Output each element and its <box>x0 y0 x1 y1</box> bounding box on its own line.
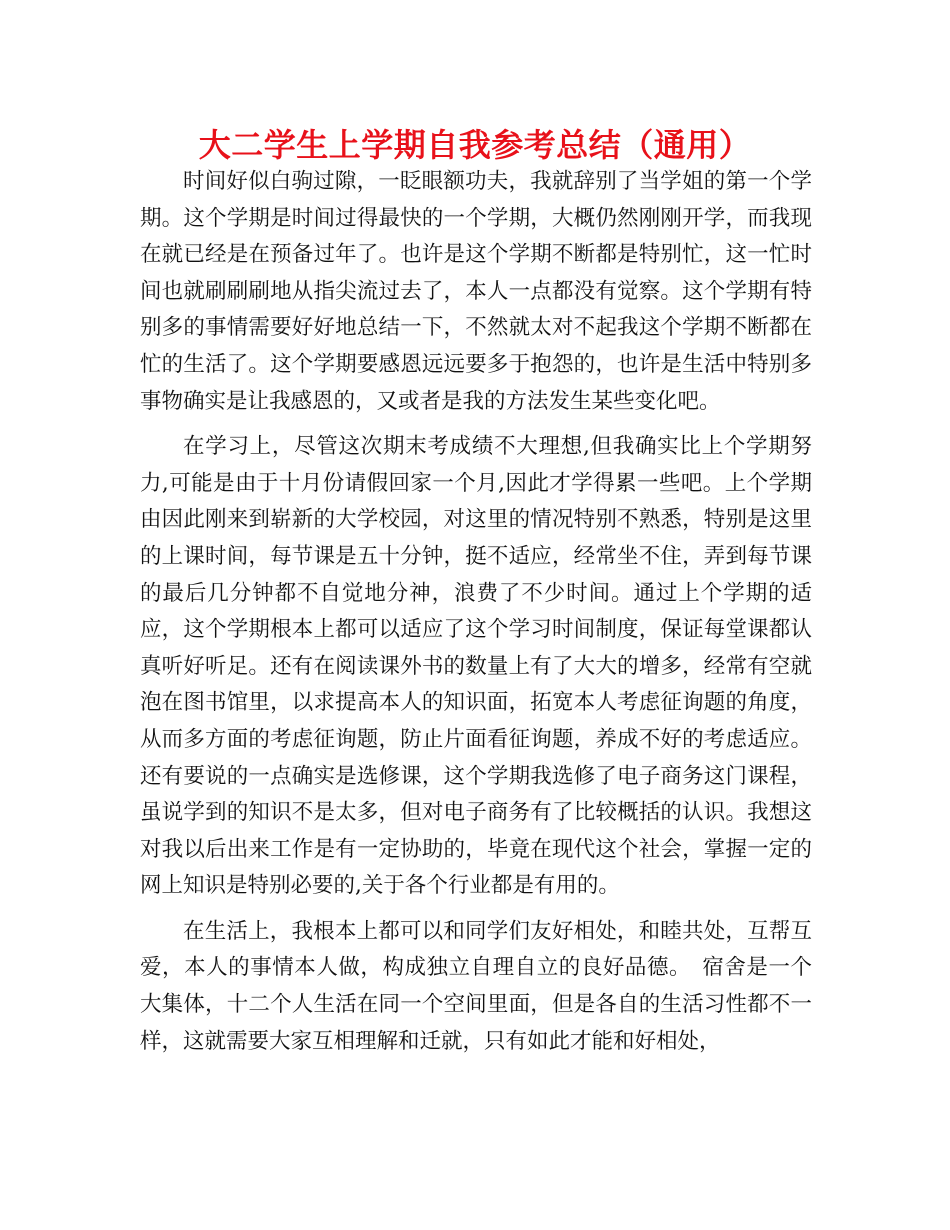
paragraph-3: 在生活上，我根本上都可以和同学们友好相处，和睦共处，互帮互爱，本人的事情本人做，构成独立自理自立的良好品德。 宿舍是一个大集体，十二个人生活在同一个空间里面，但是各自的生活习性都不一样，这就需要大家互相理解和迁就，只有如此才能和好相处， <box>140 918 812 1054</box>
document-body <box>140 164 812 1060</box>
paragraph-1: 时间好似白驹过隙，一眨眼额功夫，我就辞别了当学姐的第一个学期。这个学期是时间过得最快的一个学期，大概仍然刚刚开学，而我现在就已经是在预备过年了。也许是这个学期不断都是特别忙，这一忙时间也就刷刷刷地从指尖流过去了，本人一点都没有觉察。这个学期有特别多的事情需要好好地总结一下，不然就太对不起我这个学期不断都在忙的生活了。这个学期要感恩远远要多于抱怨的，也许是生活中特别多事物确实是让我感恩的，又或者是我的方法发生某些变化吧。 <box>140 169 812 414</box>
document-title: 大二学生上学期自我参考总结（通用） <box>198 126 752 164</box>
paragraph-2: 在学习上，尽管这次期末考成绩不大理想,但我确实比上个学期努力,可能是由于十月份请假回家一个月,因此才学得累一些吧。上个学期由因此刚来到崭新的大学校园，对这里的情况特别不熟悉，特别是这里的上课时间，每节课是五十分钟，挺不适应，经常坐不住，弄到每节课的最后几分钟都不自觉地分神，浪费了不少时间。通过上个学期的适应，这个学期根本上都可以适应了这个学习时间制度，保证每堂课都认真听好听足。还有在阅读课外书的数量上有了大大的增多，经常有空就泡在图书馆里，以求提高本人的知识面，拓宽本人考虑征询题的角度，从而多方面的考虑征询题，防止片面看征询题，养成不好的考虑适应。还有要说的一点确实是选修课，这个学期我选修了电子商务这门课程，虽说学到的知识不是太多，但对电子商务有了比较概括的认识。我想这对我以后出来工作是有一定协助的，毕竟在现代这个社会，掌握一定的网上知识是特别必要的,关于各个行业都是有用的。 <box>140 434 812 899</box>
